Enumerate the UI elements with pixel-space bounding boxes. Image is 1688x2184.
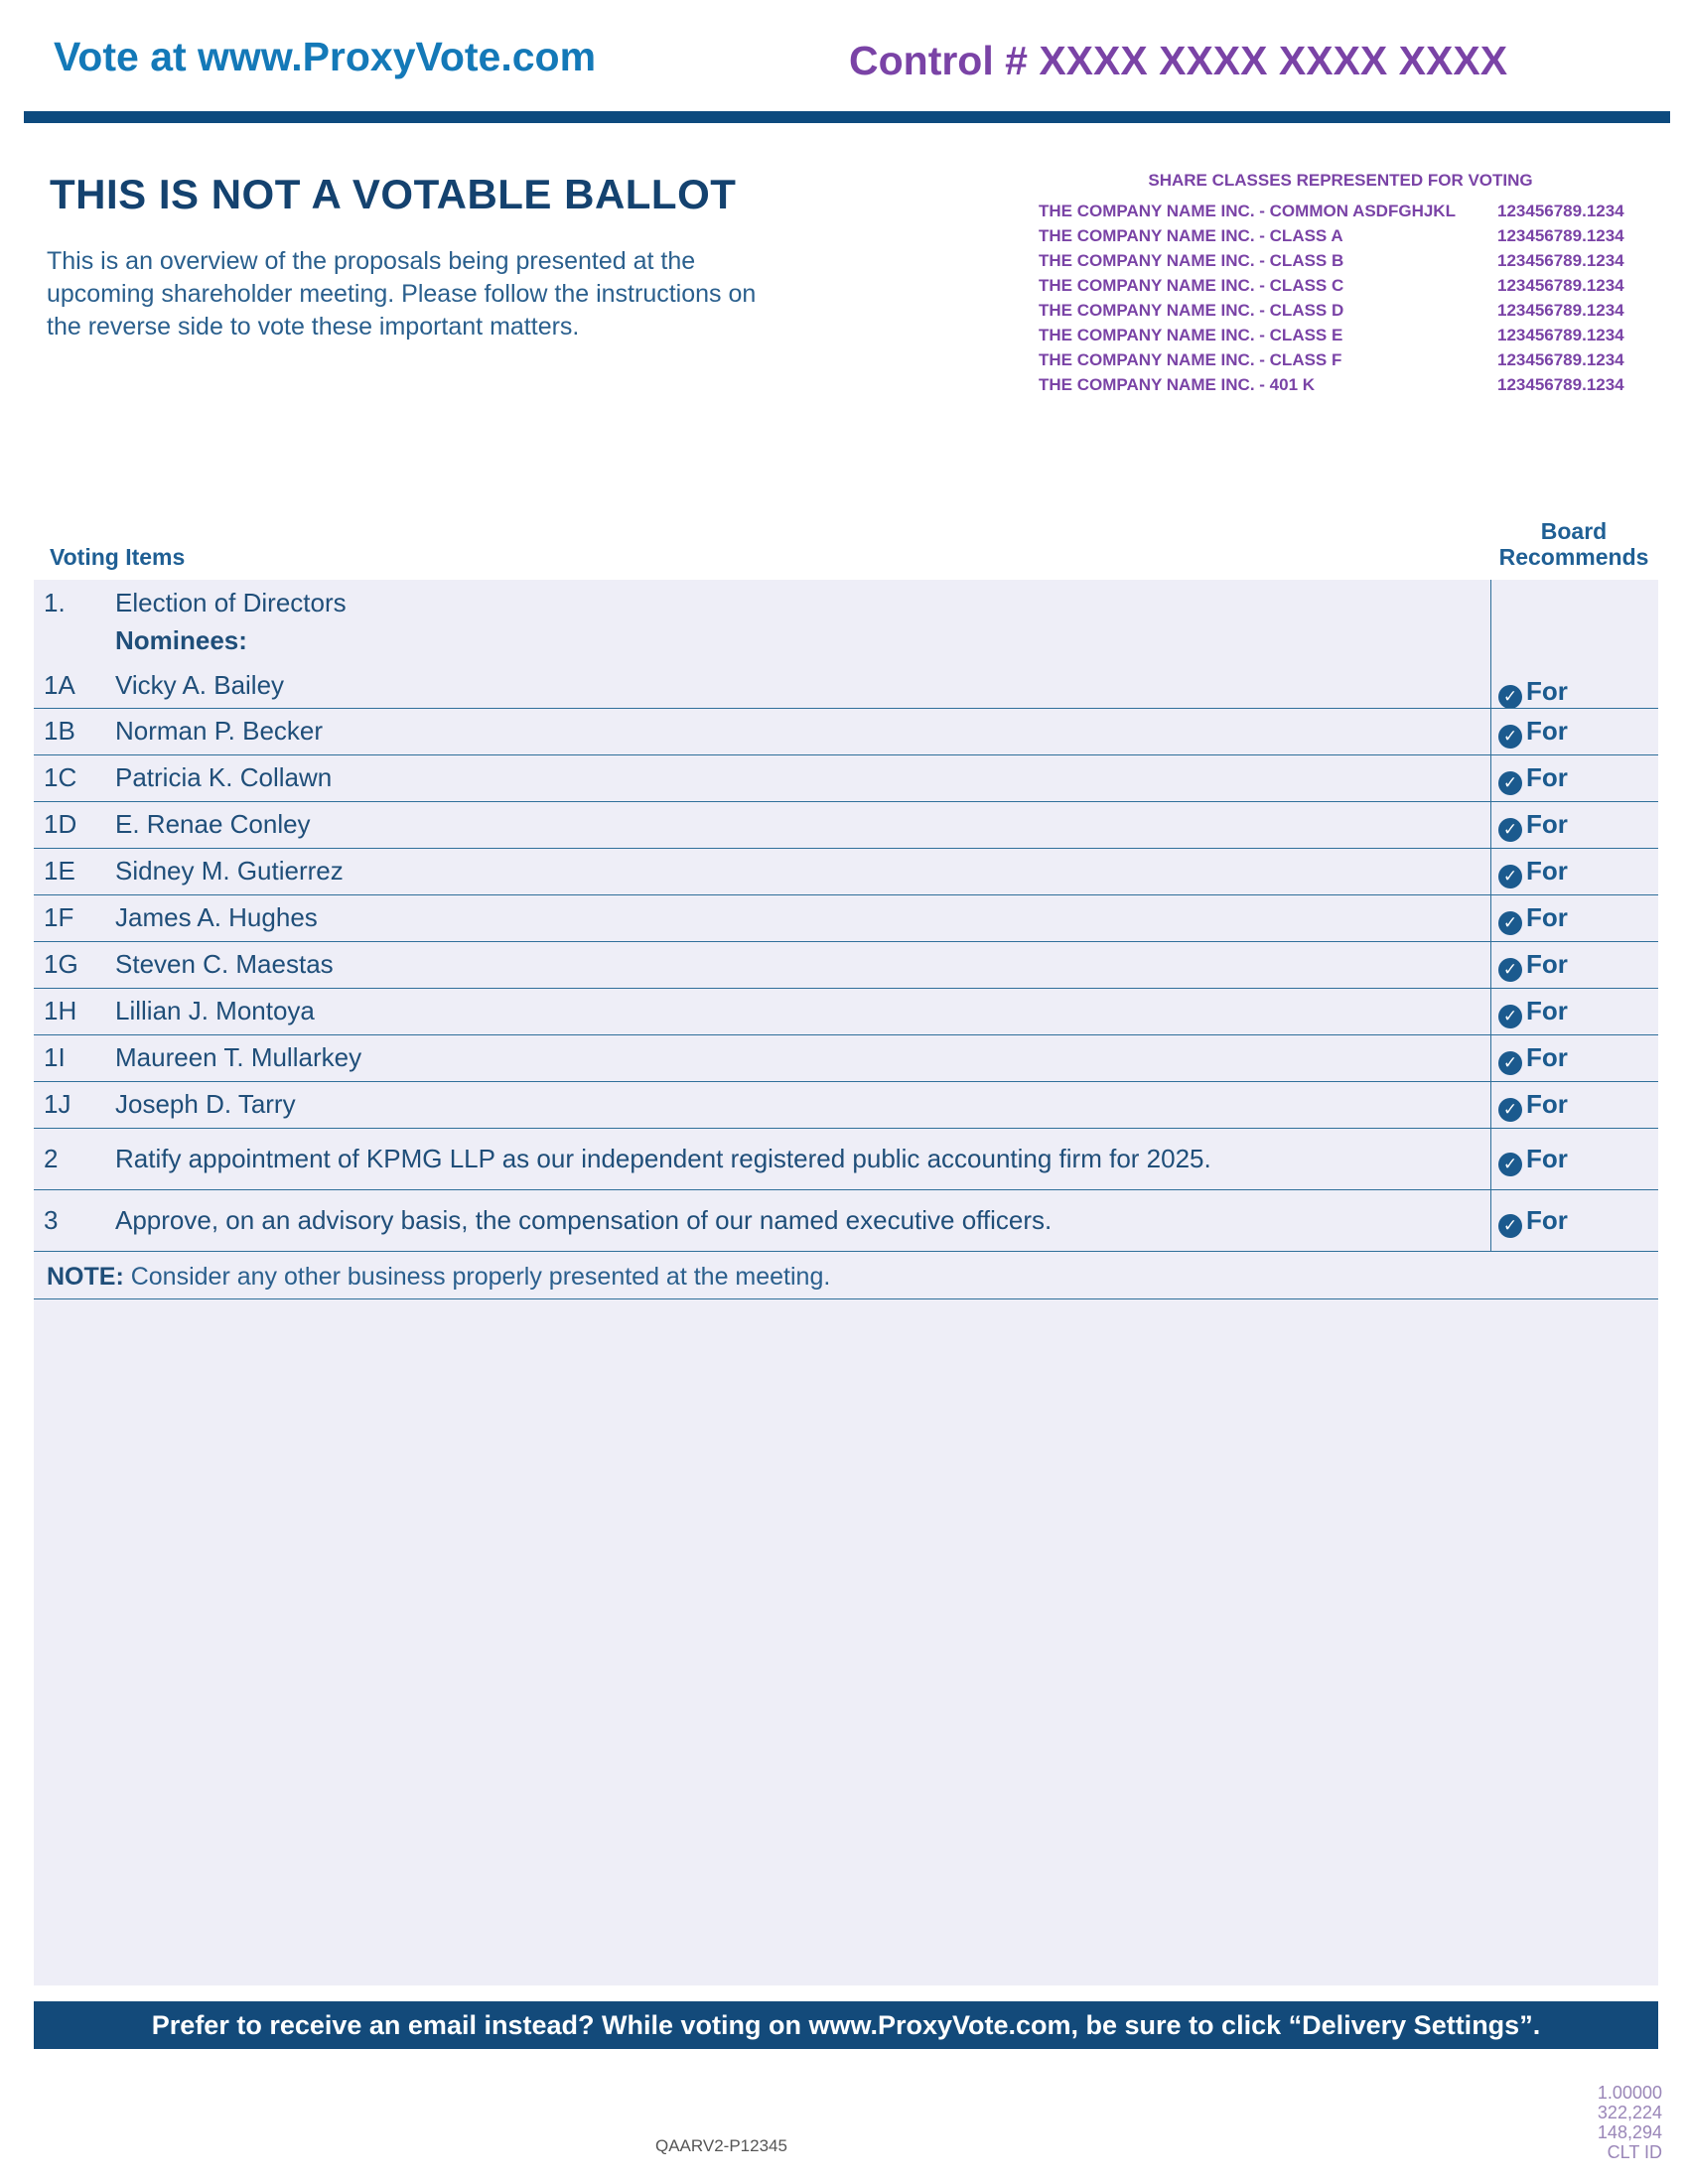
control-number: Control # XXXX XXXX XXXX XXXX [849, 38, 1508, 83]
recommendation [1498, 1144, 1568, 1176]
recommendation [1498, 809, 1568, 842]
row-divider [34, 1128, 1658, 1129]
intro-line: This is an overview of the proposals being presented at the [47, 247, 696, 275]
recommendation [1498, 949, 1568, 982]
share-class-name: THE COMPANY NAME INC. - CLASS B [1039, 251, 1344, 270]
recommendation-label: For [1526, 809, 1568, 839]
board-header-line: Board [1540, 518, 1608, 544]
row-divider [34, 848, 1658, 849]
note-text [47, 1263, 830, 1292]
item-text: James A. Hughes [115, 902, 318, 932]
share-class-row [1039, 326, 1658, 350]
recommendation-label: For [1526, 949, 1568, 979]
check-circle-icon: ✓ [1498, 1005, 1522, 1028]
item-text: Vicky A. Bailey [115, 670, 285, 700]
share-class-value: 123456789.1234 [1497, 251, 1624, 270]
recommendation [1498, 1089, 1568, 1122]
intro-line: upcoming shareholder meeting. Please follow the instructions on [47, 280, 757, 308]
share-class-name: THE COMPANY NAME INC. - CLASS C [1039, 276, 1344, 295]
recommendation [1498, 996, 1568, 1028]
recommendation-label: For [1526, 1205, 1568, 1235]
recommendation [1498, 716, 1568, 749]
meta-line: 322,224 [1597, 2103, 1662, 2122]
item-number: 3 [44, 1205, 59, 1235]
recommendation-label: For [1526, 716, 1568, 746]
meta-line: 148,294 [1597, 2122, 1662, 2142]
row-divider [34, 708, 1658, 709]
row-divider [34, 1251, 1658, 1252]
voting-items-header: Voting Items [50, 544, 186, 570]
share-class-value: 123456789.1234 [1497, 276, 1624, 295]
note-label: NOTE: [47, 1263, 124, 1291]
recommendation [1498, 1042, 1568, 1075]
share-classes-list [1039, 202, 1658, 400]
recommendation [1498, 856, 1568, 888]
share-class-name: THE COMPANY NAME INC. - CLASS A [1039, 226, 1343, 245]
item-text: Lillian J. Montoya [115, 996, 315, 1025]
board-header-line: Recommends [1498, 544, 1649, 570]
note-body: Consider any other business properly presented at the meeting. [123, 1263, 831, 1291]
check-circle-icon: ✓ [1498, 818, 1522, 842]
recommendation-label: For [1526, 762, 1568, 792]
item-number: 1C [44, 762, 77, 792]
item-text: Ratify appointment of KPMG LLP as our independent registered public accounting firm for 2025. [115, 1144, 1211, 1173]
share-class-row [1039, 276, 1658, 301]
recommendation-label: For [1526, 1089, 1568, 1119]
item-number: 1G [44, 949, 78, 979]
item-number: 1D [44, 809, 77, 839]
item-text: Norman P. Becker [115, 716, 324, 746]
row-divider [34, 754, 1658, 755]
header-divider [24, 111, 1670, 123]
delivery-settings-banner[interactable]: Prefer to receive an email instead? While voting on www.ProxyVote.com, be sure to click “Delivery Settings”. [34, 2001, 1658, 2049]
item-number: 1J [44, 1089, 71, 1119]
recommendation-label: For [1526, 996, 1568, 1025]
meta-info [1598, 2083, 1662, 2162]
recommendation-label: For [1526, 676, 1568, 706]
share-class-name: THE COMPANY NAME INC. - CLASS D [1039, 301, 1344, 320]
recommendation [1498, 1205, 1568, 1238]
item-number: 2 [44, 1144, 59, 1173]
item-text: Approve, on an advisory basis, the compensation of our named executive officers. [115, 1205, 1053, 1235]
recommendation-label: For [1526, 902, 1568, 932]
check-circle-icon: ✓ [1498, 911, 1522, 935]
item-number: 1B [44, 716, 75, 746]
share-class-value: 123456789.1234 [1497, 326, 1624, 344]
item-text: E. Renae Conley [115, 809, 311, 839]
vote-website-link[interactable]: Vote at www.ProxyVote.com [54, 34, 597, 79]
share-class-row [1039, 251, 1658, 276]
share-class-row [1039, 301, 1658, 326]
share-class-name: THE COMPANY NAME INC. - 401 K [1039, 375, 1316, 394]
share-classes-title: SHARE CLASSES REPRESENTED FOR VOTING [1148, 171, 1533, 190]
row-divider [34, 1034, 1658, 1035]
item-text: Sidney M. Gutierrez [115, 856, 344, 886]
intro-text [47, 245, 861, 343]
row-divider [34, 1298, 1658, 1299]
recommendation [1498, 676, 1568, 709]
item-number: 1A [44, 670, 75, 700]
intro-line: the reverse side to vote these important matters. [47, 313, 580, 341]
share-class-name: THE COMPANY NAME INC. - CLASS E [1039, 326, 1343, 344]
check-circle-icon: ✓ [1498, 685, 1522, 709]
row-divider [34, 894, 1658, 895]
check-circle-icon: ✓ [1498, 771, 1522, 795]
recommendation [1498, 902, 1568, 935]
share-class-row [1039, 202, 1658, 226]
share-class-value: 123456789.1234 [1497, 202, 1624, 220]
item-number: 1I [44, 1042, 66, 1072]
share-class-value: 123456789.1234 [1497, 350, 1624, 369]
check-circle-icon: ✓ [1498, 1051, 1522, 1075]
row-divider [34, 941, 1658, 942]
item-number: 1E [44, 856, 75, 886]
recommendation-label: For [1526, 1042, 1568, 1072]
check-circle-icon: ✓ [1498, 1153, 1522, 1176]
share-class-value: 123456789.1234 [1497, 226, 1624, 245]
item-text: Election of Directors [115, 588, 347, 617]
page-title: THIS IS NOT A VOTABLE BALLOT [50, 171, 737, 217]
item-number: 1. [44, 588, 66, 617]
item-number: 1H [44, 996, 77, 1025]
item-text: Steven C. Maestas [115, 949, 334, 979]
row-divider [34, 1081, 1658, 1082]
item-number: 1F [44, 902, 74, 932]
recommendation-label: For [1526, 1144, 1568, 1173]
row-divider [34, 1189, 1658, 1190]
meta-line: CLT ID [1607, 2142, 1662, 2162]
share-class-name: THE COMPANY NAME INC. - CLASS F [1039, 350, 1342, 369]
share-class-row [1039, 375, 1658, 400]
meta-line: 1.00000 [1597, 2083, 1662, 2103]
board-recommends-header [1489, 518, 1658, 570]
document-code: QAARV2-P12345 [655, 2136, 787, 2155]
share-class-value: 123456789.1234 [1497, 301, 1624, 320]
item-text: Joseph D. Tarry [115, 1089, 296, 1119]
recommend-column-divider [1490, 580, 1491, 1251]
check-circle-icon: ✓ [1498, 865, 1522, 888]
check-circle-icon: ✓ [1498, 1214, 1522, 1238]
share-class-name: THE COMPANY NAME INC. - COMMON ASDFGHJKL [1039, 202, 1456, 220]
nominees-label: Nominees: [115, 625, 247, 655]
share-class-row [1039, 226, 1658, 251]
check-circle-icon: ✓ [1498, 1098, 1522, 1122]
item-text: Patricia K. Collawn [115, 762, 333, 792]
share-class-row [1039, 350, 1658, 375]
check-circle-icon: ✓ [1498, 725, 1522, 749]
item-text: Maureen T. Mullarkey [115, 1042, 362, 1072]
recommendation-label: For [1526, 856, 1568, 886]
check-circle-icon: ✓ [1498, 958, 1522, 982]
recommendation [1498, 762, 1568, 795]
row-divider [34, 801, 1658, 802]
share-class-value: 123456789.1234 [1497, 375, 1624, 394]
row-divider [34, 988, 1658, 989]
